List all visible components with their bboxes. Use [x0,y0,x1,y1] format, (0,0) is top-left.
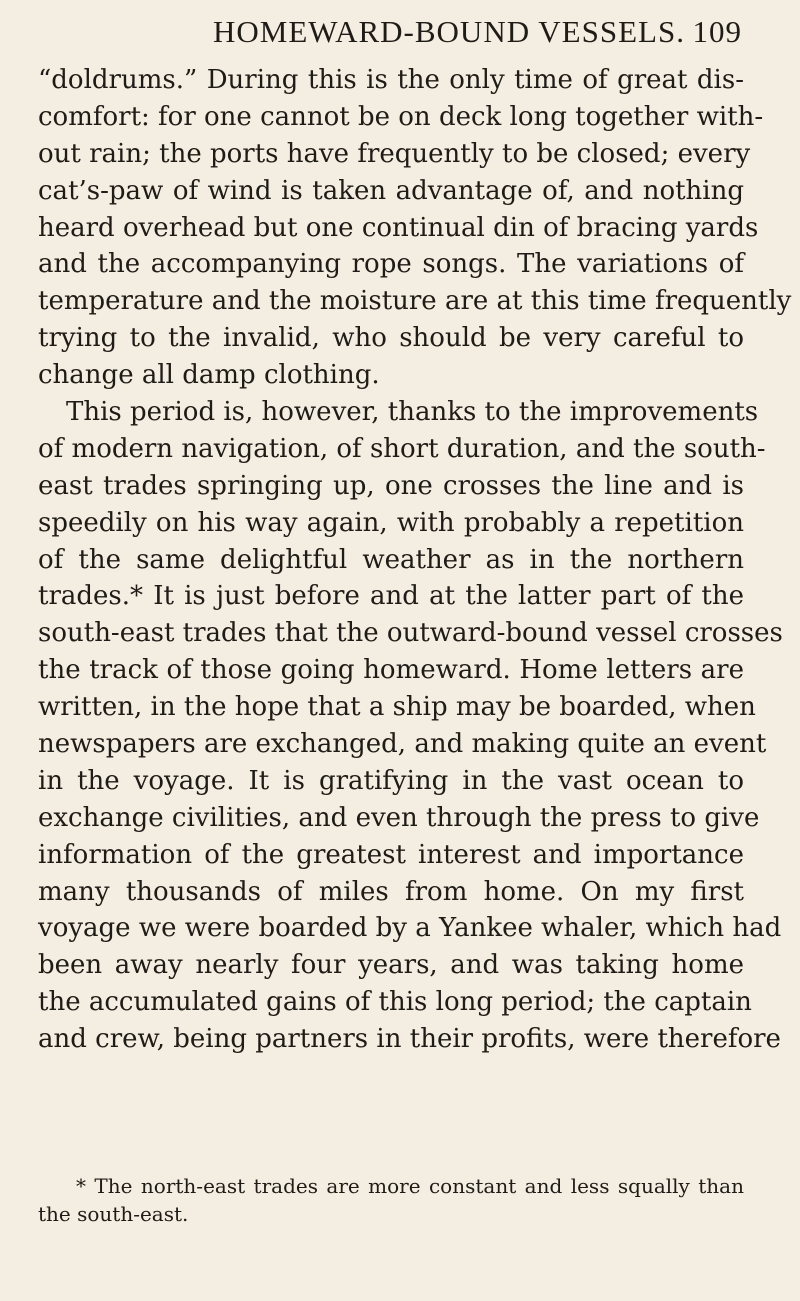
text-line: trying to the invalid, who should be very careful to [38,323,744,354]
text-line: many thousands of miles from home. On my first [38,876,744,907]
text-line: This period is, however, thanks to the improvements [66,397,759,428]
text-line: “doldrums.” During this is the only time of great dis- [38,65,744,95]
footnote [38,1172,744,1228]
text-line: voyage we were boarded by a Yankee whaler, which had [38,913,782,944]
text-line: change all damp clothing. [38,360,380,391]
text-line: and the accompanying rope songs. The variations of [38,249,744,280]
text-line: exchange civilities, and even through the press to give [38,802,760,833]
footnote-line: the south-east. [38,1202,189,1226]
text-line: written, in the hope that a ship may be boarded, when [38,692,756,723]
text-line: speedily on his way again, with probably a repetition [38,507,744,538]
page-number: 109 [692,14,742,49]
text-line: trades.* It is just before and at the latter part of the [38,581,744,612]
text-line: east trades springing up, one crosses the line and is [38,470,744,501]
text-line: temperature and the moisture are at this time frequently [38,286,792,317]
text-line: newspapers are exchanged, and making quite an event [38,729,767,760]
text-line: and crew, being partners in their profits, were therefore [38,1024,781,1055]
text-line: cat’s-paw of wind is taken advantage of, and nothing [38,175,744,206]
text-line: of modern navigation, of short duration, and the south- [38,433,766,464]
running-head-title: HOMEWARD-BOUND VESSELS. [213,14,685,49]
text-line: the track of those going homeward. Home letters are [38,655,744,686]
text-line: in the voyage. It is gratifying in the vast ocean to [38,765,744,796]
text-line: the accumulated gains of this long period; the captain [38,987,752,1018]
text-line: south-east trades that the outward-bound vessel crosses [38,618,783,649]
footnote-line: * The north-east trades are more constant and less squally than [76,1174,744,1198]
text-line: of the same delightful weather as in the northern [38,544,744,575]
text-line: out rain; the ports have frequently to be closed; every [38,138,751,169]
body-text [38,62,792,1058]
text-line: heard overhead but one continual din of bracing yards [38,212,759,243]
text-line: information of the greatest interest and importance [38,839,744,870]
running-head [38,12,742,52]
text-line: been away nearly four years, and was taking home [38,950,744,981]
text-line: comfort: for one cannot be on deck long together with- [38,101,764,132]
